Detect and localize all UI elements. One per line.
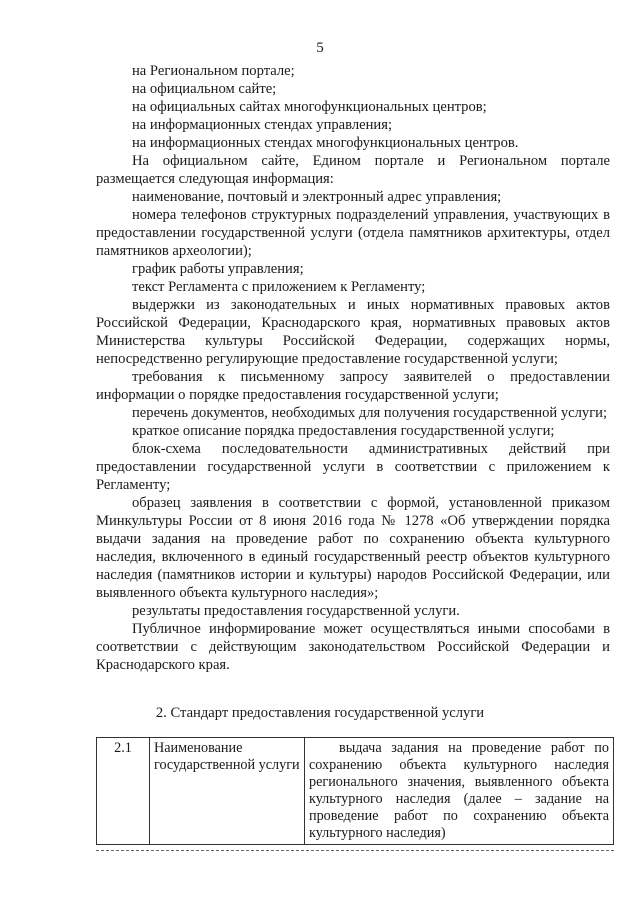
row-name-cell: Наименование государственной услуги: [150, 738, 305, 845]
row-value-cell: выдача задания на проведение работ по сохранению объекта культурного наследия регионального значения, выявленного объекта культурного наследия (далее – задание на проведение работ по сохранению объекта культурного наследия): [305, 738, 614, 845]
body-text: [96, 62, 610, 674]
table-bottom-rule: [96, 850, 614, 851]
paragraph: номера телефонов структурных подразделений управления, участвующих в предоставлении государственной услуги (отдела памятников архитектуры, отдел памятников археологии);: [96, 207, 610, 259]
paragraph: блок-схема последовательности административных действий при предоставлении государственной услуги в соответствии с приложением к Регламенту;: [96, 441, 610, 493]
standard-table: [96, 737, 614, 845]
paragraph: результаты предоставления государственной услуги.: [132, 603, 460, 619]
paragraph: график работы управления;: [132, 261, 304, 277]
paragraph: на официальном сайте;: [132, 81, 277, 97]
paragraph: на информационных стендах многофункциональных центров.: [132, 135, 519, 151]
paragraph: требования к письменному запросу заявителей о предоставлении информации о порядке предоставления государственной услуги;: [96, 369, 610, 403]
paragraph: выдержки из законодательных и иных нормативных правовых актов Российской Федерации, Краснодарского края, нормативных правовых актов Министерства культуры Российской Федерации, содержащих нормы, непосредственно регулирующие предоставление государственной услуги;: [96, 297, 610, 367]
paragraph: Публичное информирование может осуществляться иными способами в соответствии с действующим законодательством Российской Федерации и Краснодарского края.: [96, 621, 610, 673]
paragraph: на информационных стендах управления;: [132, 117, 393, 133]
paragraph: перечень документов, необходимых для получения государственной услуги;: [132, 405, 608, 421]
page-number: 5: [316, 40, 324, 56]
paragraph: текст Регламента с приложением к Регламенту;: [132, 279, 426, 295]
paragraph: краткое описание порядка предоставления государственной услуги;: [132, 423, 555, 439]
table-row: [97, 738, 614, 845]
paragraph: наименование, почтовый и электронный адрес управления;: [132, 189, 502, 205]
paragraph: на Региональном портале;: [132, 63, 295, 79]
section-heading: 2. Стандарт предоставления государственной услуги: [155, 705, 485, 721]
row-number-cell: 2.1: [97, 738, 150, 845]
paragraph: образец заявления в соответствии с формой, установленной приказом Минкультуры России от 8 июня 2016 года № 1278 «Об утверждении порядка выдачи задания на проведение работ по сохранению объекта культурного наследия, включенного в единый государственный реестр объектов культурного наследия (памятников истории и культуры) народов Российской Федерации, или выявленного объекта культурного наследия»;: [96, 495, 610, 601]
paragraph: На официальном сайте, Едином портале и Региональном портале размещается следующая информация:: [96, 153, 610, 187]
paragraph: на официальных сайтах многофункциональных центров;: [132, 99, 487, 115]
